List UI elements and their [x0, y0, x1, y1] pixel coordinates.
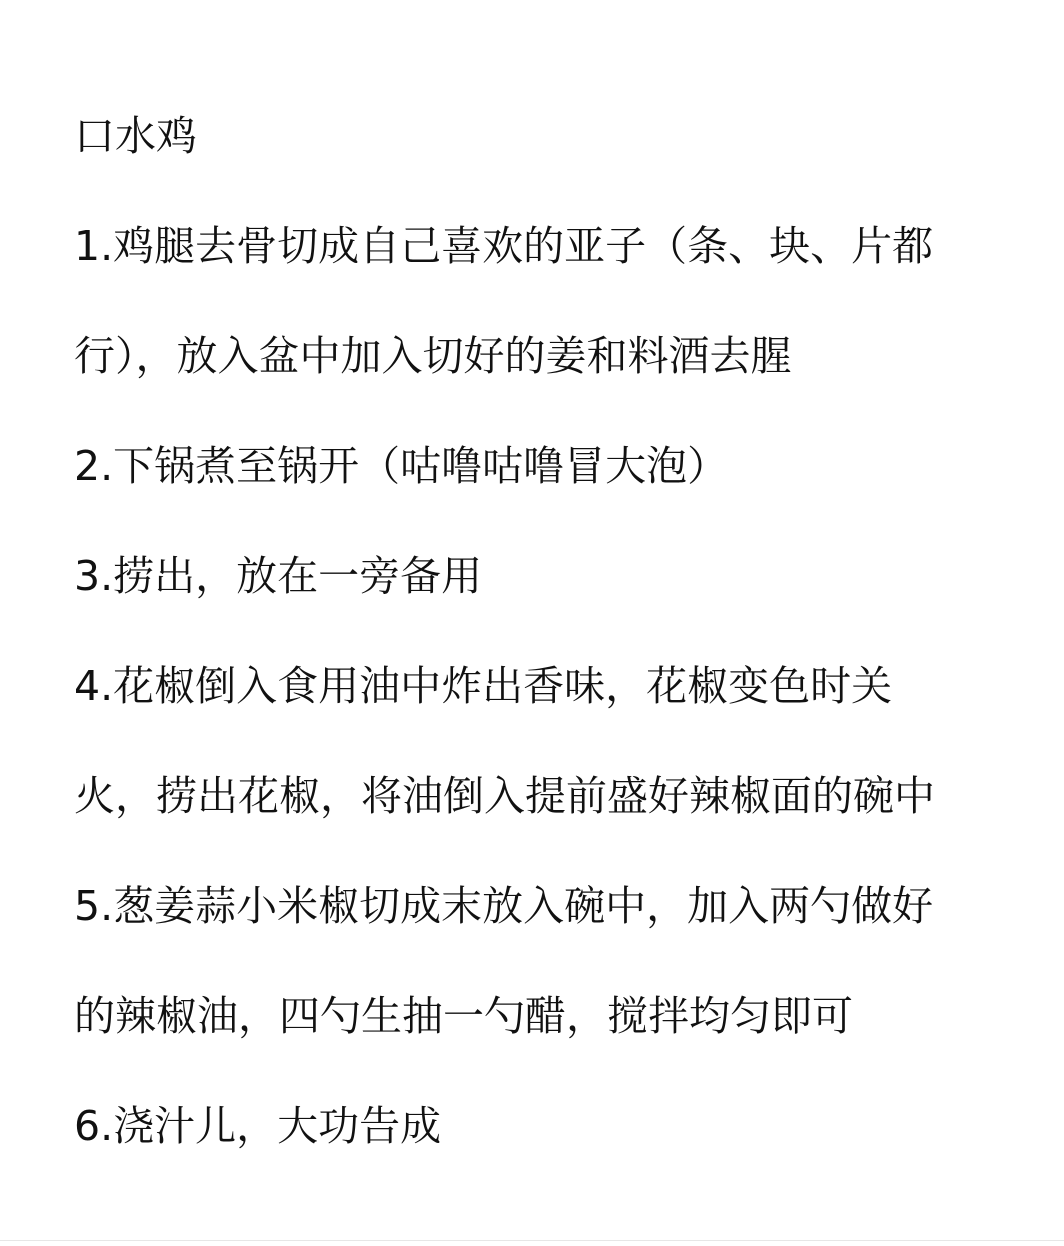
- step-1-line-1: 1.鸡腿去骨切成自己喜欢的亚子（条、块、片都: [74, 222, 934, 270]
- recipe-title: 口水鸡: [74, 112, 197, 160]
- step-4-line-1: 4.花椒倒入食用油中炸出香味，花椒变色时关: [74, 662, 893, 710]
- recipe-document: [74, 81, 984, 1181]
- step-5-line-2: 的辣椒油，四勺生抽一勺醋，搅拌均匀即可: [74, 992, 853, 1040]
- step-4-line-2: 火，捞出花椒，将油倒入提前盛好辣椒面的碗中: [74, 772, 935, 820]
- step-1-line-2: 行），放入盆中加入切好的姜和料酒去腥: [74, 332, 792, 380]
- step-6-line: 6.浇汁儿，大功告成: [74, 1102, 442, 1150]
- bottom-divider: [0, 1240, 1064, 1241]
- step-2-line: 2.下锅煮至锅开（咕噜咕噜冒大泡）: [74, 442, 729, 490]
- step-5-line-1: 5.葱姜蒜小米椒切成末放入碗中，加入两勺做好: [74, 882, 934, 930]
- step-3-line: 3.捞出，放在一旁备用: [74, 552, 483, 600]
